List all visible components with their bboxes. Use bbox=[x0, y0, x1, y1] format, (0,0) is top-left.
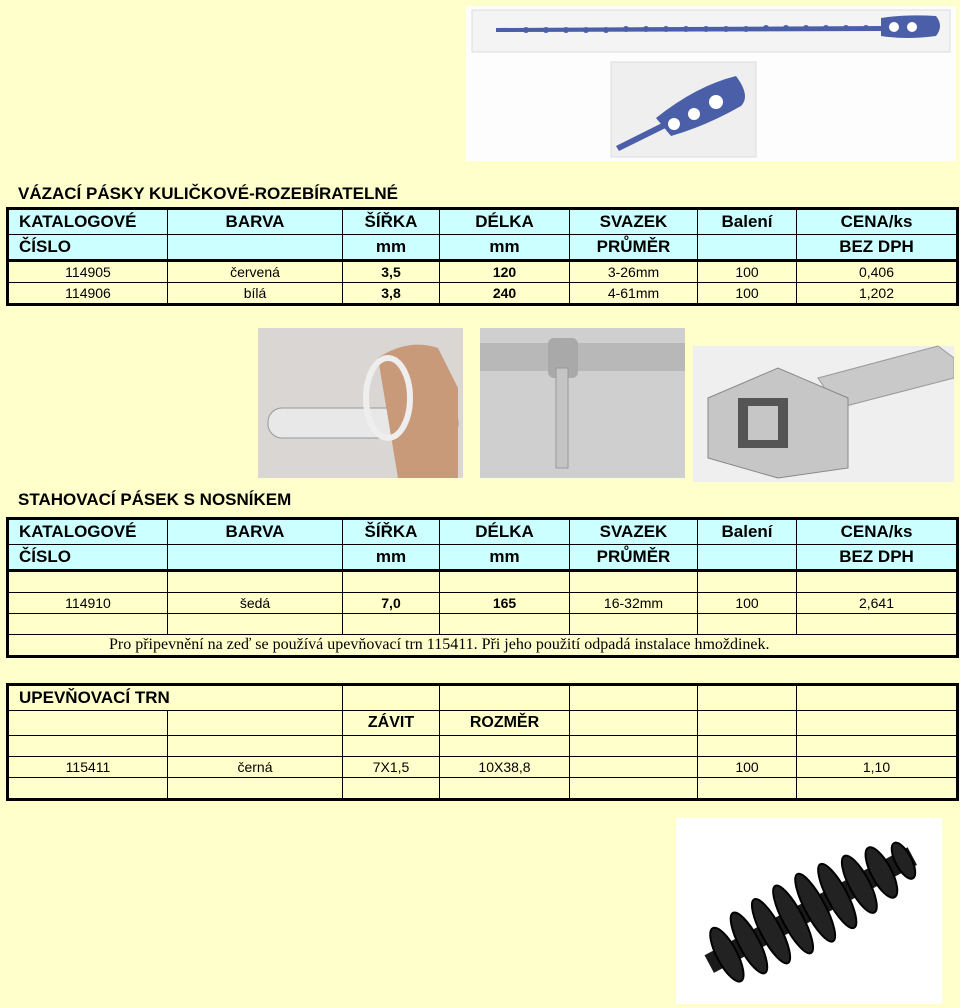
table-row-empty bbox=[8, 614, 958, 635]
header-cat: KATALOGOVÉ bbox=[8, 209, 168, 235]
table-header-row-2 bbox=[8, 235, 958, 261]
cell-color: bílá bbox=[168, 283, 343, 305]
note-row bbox=[8, 635, 958, 657]
cell-length: 240 bbox=[440, 283, 570, 305]
cell-pack: 100 bbox=[698, 283, 797, 305]
header-color: BARVA bbox=[168, 519, 343, 545]
header-thread: ZÁVIT bbox=[343, 711, 440, 736]
cell-price: 2,641 bbox=[797, 593, 958, 614]
cell-width: 3,5 bbox=[343, 261, 440, 283]
cell-bundle: 3-26mm bbox=[570, 261, 698, 283]
header-color-2 bbox=[168, 235, 343, 261]
cable-tie-mount-photos bbox=[258, 328, 954, 482]
section3-title: UPEVŇOVACÍ TRN bbox=[8, 685, 343, 711]
cell-thread: 7X1,5 bbox=[343, 757, 440, 778]
header-cat-2: ČÍSLO bbox=[8, 235, 168, 261]
header-color: BARVA bbox=[168, 209, 343, 235]
header-length-2: mm bbox=[440, 235, 570, 261]
section3-title-row bbox=[8, 685, 958, 711]
header-width-2: mm bbox=[343, 235, 440, 261]
cell-price: 1,10 bbox=[797, 757, 958, 778]
header-bundle-2: PRŮMĚR bbox=[570, 545, 698, 571]
header-length-2: mm bbox=[440, 545, 570, 571]
black-anchor-pin-photo bbox=[676, 818, 942, 1004]
cell-color: černá bbox=[168, 757, 343, 778]
table-row-empty bbox=[8, 778, 958, 800]
cell-cat: 114905 bbox=[8, 261, 168, 283]
header-price: CENA/ks bbox=[797, 519, 958, 545]
header-price-2: BEZ DPH bbox=[797, 545, 958, 571]
cell-pack: 100 bbox=[698, 757, 797, 778]
cell-size: 10X38,8 bbox=[440, 757, 570, 778]
header-length: DÉLKA bbox=[440, 209, 570, 235]
header-bundle: SVAZEK bbox=[570, 209, 698, 235]
blue-cable-tie-photo bbox=[466, 6, 956, 161]
cell-color: červená bbox=[168, 261, 343, 283]
header-pack-2 bbox=[698, 545, 797, 571]
cell-length: 120 bbox=[440, 261, 570, 283]
header-price-2: BEZ DPH bbox=[797, 235, 958, 261]
table-header-row-2 bbox=[8, 545, 958, 571]
cell-price: 1,202 bbox=[797, 283, 958, 305]
cell-cat: 114910 bbox=[8, 593, 168, 614]
cell-width: 3,8 bbox=[343, 283, 440, 305]
section3-header-row bbox=[8, 711, 958, 736]
cell-width: 7,0 bbox=[343, 593, 440, 614]
header-length: DÉLKA bbox=[440, 519, 570, 545]
cell-cat: 115411 bbox=[8, 757, 168, 778]
header-bundle: SVAZEK bbox=[570, 519, 698, 545]
cell-color: šedá bbox=[168, 593, 343, 614]
header-price: CENA/ks bbox=[797, 209, 958, 235]
header-cat-2: ČÍSLO bbox=[8, 545, 168, 571]
section3-table bbox=[6, 683, 959, 801]
cell-length: 165 bbox=[440, 593, 570, 614]
header-pack: Balení bbox=[698, 209, 797, 235]
cell-bundle: 4-61mm bbox=[570, 283, 698, 305]
cell-cat: 114906 bbox=[8, 283, 168, 305]
note-text: Pro připevnění na zeď se používá upevňovací trn 115411. Při jeho použití odpadá instalace hmoždinek. bbox=[8, 635, 958, 657]
section1-table bbox=[6, 207, 959, 306]
header-color-2 bbox=[168, 545, 343, 571]
header-bundle-2: PRŮMĚR bbox=[570, 235, 698, 261]
section1-title: VÁZACÍ PÁSKY KULIČKOVÉ-ROZEBÍRATELNÉ bbox=[18, 184, 399, 203]
header-pack: Balení bbox=[698, 519, 797, 545]
table-row-empty bbox=[8, 571, 958, 593]
cell-bundle: 16-32mm bbox=[570, 593, 698, 614]
header-width: ŠÍŘKA bbox=[343, 209, 440, 235]
section2-table bbox=[6, 517, 959, 658]
table-row bbox=[8, 261, 958, 283]
table-row-empty bbox=[8, 736, 958, 757]
header-pack-2 bbox=[698, 235, 797, 261]
table-header-row bbox=[8, 209, 958, 235]
header-width: ŠÍŘKA bbox=[343, 519, 440, 545]
header-size: ROZMĚR bbox=[440, 711, 570, 736]
table-header-row bbox=[8, 519, 958, 545]
table-row bbox=[8, 593, 958, 614]
header-width-2: mm bbox=[343, 545, 440, 571]
cell-pack: 100 bbox=[698, 593, 797, 614]
cell-pack: 100 bbox=[698, 261, 797, 283]
table-row bbox=[8, 283, 958, 305]
cell-price: 0,406 bbox=[797, 261, 958, 283]
header-cat: KATALOGOVÉ bbox=[8, 519, 168, 545]
table-row bbox=[8, 757, 958, 778]
section2-title: STAHOVACÍ PÁSEK S NOSNÍKEM bbox=[18, 490, 292, 509]
